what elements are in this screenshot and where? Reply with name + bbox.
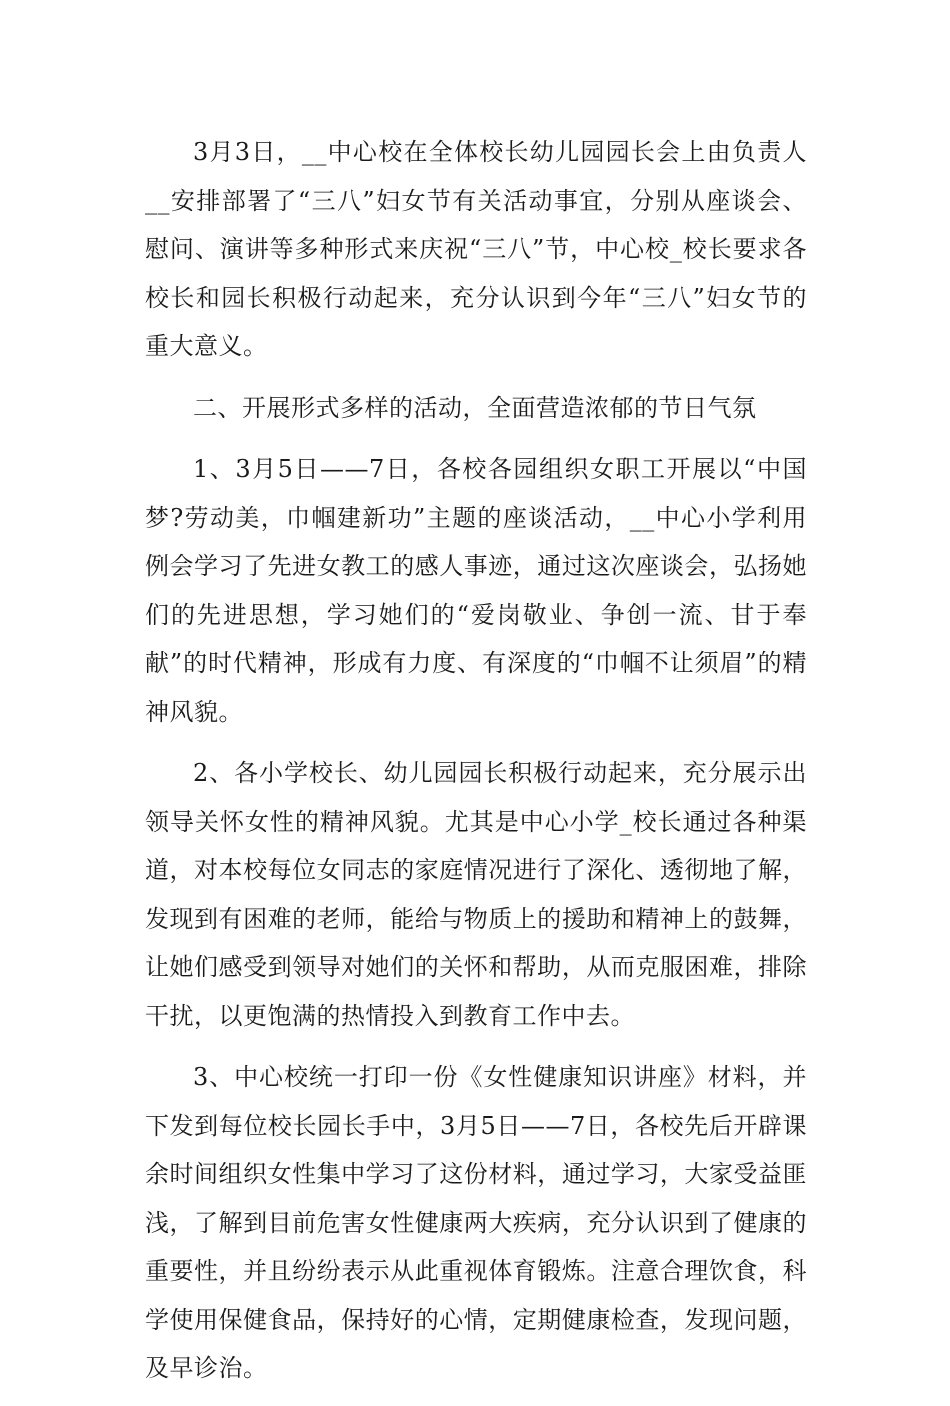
paragraph-item-2-care: 2、各小学校长、幼儿园园长积极行动起来，充分展示出领导关怀女性的精神风貌。尤其是中心小学_校长通过各种渠道，对本校每位女同志的家庭情况进行了深化、透彻地了解，发现到有困难的老师，能给与物质上的援助和精神上的鼓舞，让她们感受到领导对她们的关怀和帮助，从而克服困难，排除干扰，以更饱满的热情投入到教育工作中去。 — [145, 759, 807, 1030]
paragraph-meeting-arrangement: 3月3日，__中心校在全体校长幼儿园园长会上由负责人__安排部署了“三八”妇女节有关活动事宜，分别从座谈会、慰问、演讲等多种形式来庆祝“三八”节，中心校_校长要求各校长和园长积极行动起来，充分认识到今年“三八”妇女节的重大意义。 — [145, 138, 807, 360]
paragraph-item-1-symposium: 1、3月5日——7日，各校各园组织女职工开展以“中国梦?劳动美，巾帼建新功”主题的座谈活动，__中心小学利用例会学习了先进女教工的感人事迹，通过这次座谈会，弘扬她们的先进思想，学习她们的“爱岗敬业、争创一流、甘于奉献”的时代精神，形成有力度、有深度的“巾帼不让须眉”的精神风貌。 — [145, 455, 807, 726]
paragraph-item-3-health-lecture: 3、中心校统一打印一份《女性健康知识讲座》材料，并下发到每位校长园长手中，3月5日——7日，各校先后开辟课余时间组织女性集中学习了这份材料，通过学习，大家受益匪浅，了解到目前危害女性健康两大疾病，充分认识到了健康的重要性，并且纷纷表示从此重视体育锻炼。注意合理饮食，科学使用保健食品，保持好的心情，定期健康检查，发现问题，及早诊治。 — [145, 1063, 807, 1382]
section-heading-activities: 二、开展形式多样的活动，全面营造浓郁的节日气氛 — [193, 393, 757, 422]
document-body — [145, 128, 807, 1406]
